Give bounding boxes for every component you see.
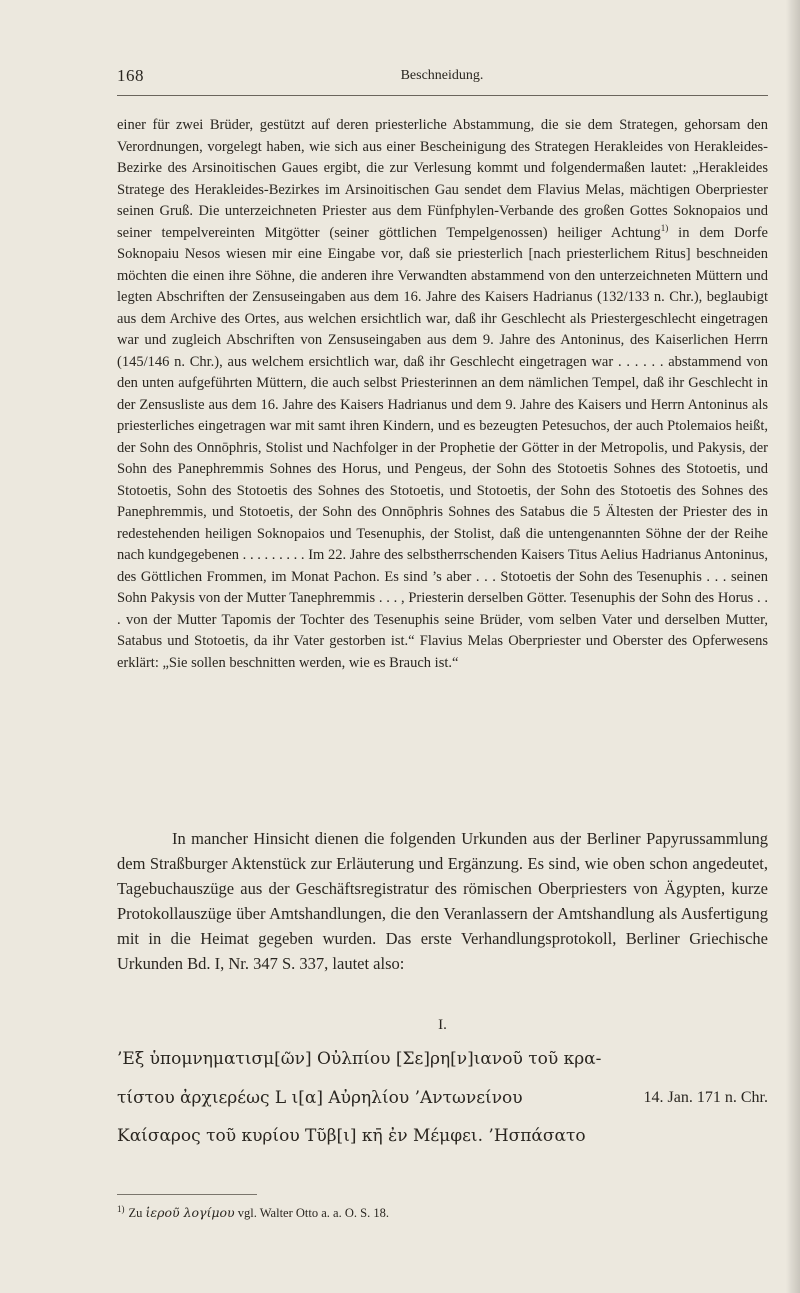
running-head (117, 66, 767, 88)
footnote-rule (117, 1194, 257, 1195)
running-title: Beschneidung. (400, 68, 484, 83)
greek-text-line-1 (117, 1046, 768, 1072)
body-paragraph-1 (117, 115, 768, 674)
document-number: I. (438, 1017, 447, 1033)
marginal-date: 14. Jan. 171 n. Chr. (643, 1089, 768, 1106)
footnote-text-a: Zu (128, 1206, 146, 1220)
header-rule (117, 95, 768, 96)
footnote-text-b: vgl. Walter Otto a. a. O. S. 18. (234, 1206, 389, 1220)
body-paragraph-2: In mancher Hinsicht dienen die folgenden Urkunden aus der Berliner Papyrussammlung dem Straßburger Aktenstück zur Erläuterung und Ergänzung. Es sind, wie oben schon angedeutet, Tagebuchauszüge aus der Geschäftsregistratur des römischen Oberpriesters von Ägypten, kurze Protokollauszüge über Amtshandlungen, die den Veranlassern der Amtshandlung als Ausfertigung mit in die Heimat gegeben wurden. Das erste Verhandlungsprotokoll, Berliner Griechische Urkunden Bd. I, Nr. 347 S. 337, lautet also: (117, 829, 768, 973)
page-edge-shadow (786, 0, 800, 1293)
footnote-greek: ἱεροῦ λογίμου (145, 1205, 235, 1220)
greek-line-text: Καίσαρος τοῦ κυρίου Τῦβ[ι] κη̄ ἐν Μέμφει. ’Ησπάσατο (117, 1126, 586, 1146)
greek-line-text: ’Εξ ὑπομνηματισμ[ῶν] Οὐλπίου [Σε]ρη[ν]ιανοῦ τοῦ κρα- (117, 1049, 602, 1069)
page-number: 168 (117, 66, 144, 85)
footnote-mark: 1) (117, 1204, 125, 1214)
greek-line-text: τίστου ἀρχιερέως L ι[α] Αὐρηλίου ’Αντωνείνου (117, 1088, 523, 1108)
greek-text-line-3 (117, 1123, 768, 1149)
paragraph-1-text-a: einer für zwei Brüder, gestützt auf deren priesterliche Abstammung, die sie dem Strategen, gehorsam den Verordnungen, vorgelegt haben, wie sich aus einer Bescheinigung des Strategen Herakleides von Herakleides-Bezirke des Arsinoitischen Gaues ergibt, die zur Verlesung kommt und folgendermaßen lautet: „Herakleides Stratege des Herakleides-Bezirkes im Arsinoitischen Gau sendet dem Flavius Melas, mächtigen Oberpriester seinen Gruß. Die unterzeichneten Priester aus dem Fünfphylen-Verbande des großen Gottes Soknopaios und seiner tempelvereinten Mitgötter (seiner göttlichen Tempelgenossen) heiliger Achtung (117, 117, 768, 241)
footnote-reference: 1) (660, 222, 669, 233)
greek-text-line-2 (117, 1085, 768, 1111)
footnote (117, 1204, 768, 1221)
paragraph-1-text-b: in dem Dorfe Soknopaiu Nesos wiesen mir eine Eingabe vor, daß sie priesterlich [nach priesterlichem Ritus] beschneiden möchten die einen ihre Söhne, die anderen ihre Verwandten abstammend von den unterzeichneten Müttern und legten Abschriften der Zensuseingaben aus dem 16. Jahre des Kaisers Hadrianus (132/133 n. Chr.), beglaubigt aus dem Archive des Ortes, aus welchen ersichtlich war, daß ihr Geschlecht als Priestergeschlecht eingetragen war und zugleich Abschriften von Zensuseingaben aus dem 9. Jahre des Antoninus, des Kaiserlichen Herrn (145/146 n. Chr.), aus welchem ersichtlich war, daß ihr Geschlecht eingetragen war . . . . . . abstammend von den unten aufgeführten Müttern, die auch selbst Priesterinnen an dem nämlichen Tempel, daß ihr Geschlecht in der Zensusliste aus dem 16. Jahre des Kaisers Hadrianus und dem 9. Jahre des Kaisers und Herrn Antoninus als priesterliches eingetragen war mit samt ihren Kindern, und es bezeugten Petesuchos, der auch Ptolemaios heißt, der Sohn des Onnōphris, Stolist und Nachfolger in der Prophetie der Götter in der Metropolis, und Pakysis, der Sohn des Panephremmis Sohnes des Horus, und Pengeus, der Sohn des Stotoetis Sohnes des Stotoetis, und Stotoetis, Sohn des Stotoetis des Sohnes des Stotoetis, und Stotoetis, der Sohn des Stotoetis des Sohnes des Panephremmis, und Stotoetis, der Sohn des Onnōphris Sohnes des Satabus die 5 Ältesten der Priester des in redestehenden heiligen Soknopaios und Tesenuphis, der Stolist, daß die untengenannten Söhne der der Reihe nach kundgegebenen . . . . . . . . . Im 22. Jahre des selbstherrschenden Kaisers Titus Aelius Hadrianus Antoninus, des Göttlichen Frommen, im Monat Pachon. Es sind ’s aber . . . Stotoetis der Sohn des Tesenuphis . . . seinen Sohn Pakysis von der Mutter Tanephremmis . . . , Priesterin derselben Götter. Tesenuphis der Sohn des Horus . . . von der Mutter Tapomis der Tochter des Tesenuphis seine Brüder, vom selben Vater und derselben Mutter, Satabus und Stotoetis, da ihr Vater gestorben ist.“ Flavius Melas Oberpriester und Oberster des Opferwesens erklärt: „Sie sollen beschnitten werden, wie es Brauch ist.“ (117, 224, 768, 671)
